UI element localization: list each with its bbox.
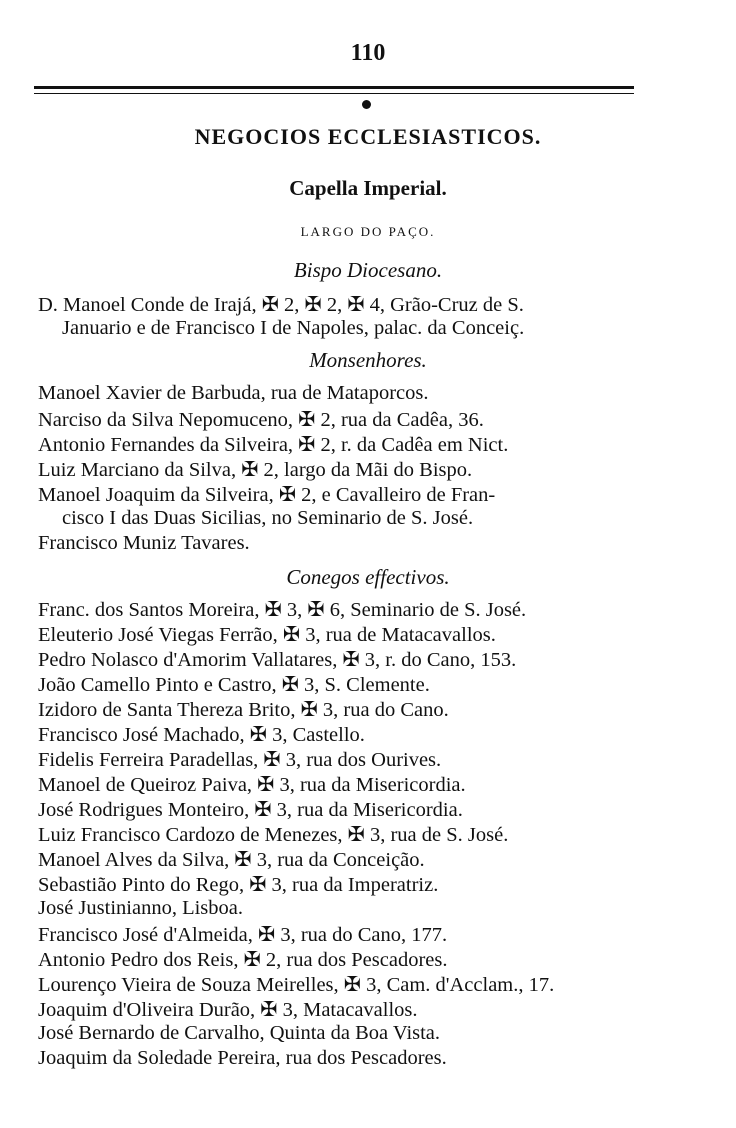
ornament-dot	[362, 100, 371, 109]
monsenhor-line: Antonio Fernandes da Silveira, ✠ 2, r. da Cadêa em Nict.	[38, 434, 509, 456]
conego-line: Francisco José Machado, ✠ 3, Castello.	[38, 724, 365, 746]
conego-line: Manoel de Queiroz Paiva, ✠ 3, rua da Misericordia.	[38, 774, 466, 796]
bishop-line: Januario e de Francisco I de Napoles, palac. da Conceiç.	[62, 317, 525, 339]
header-rule-thick	[34, 86, 634, 89]
conego-line: Joaquim d'Oliveira Durão, ✠ 3, Matacavallos.	[38, 999, 418, 1021]
section-title: NEGOCIOS ECCLESIASTICOS.	[194, 124, 542, 149]
header-rule-thin	[34, 93, 634, 94]
conego-line: José Bernardo de Carvalho, Quinta da Boa Vista.	[38, 1022, 441, 1044]
conego-line: Manoel Alves da Silva, ✠ 3, rua da Conceição.	[38, 849, 425, 871]
monsenhor-line: Francisco Muniz Tavares.	[38, 532, 250, 554]
subtitle: Capella Imperial.	[289, 176, 447, 200]
conego-line: José Justinianno, Lisboa.	[38, 897, 243, 919]
conego-line: Sebastião Pinto do Rego, ✠ 3, rua da Imperatriz.	[38, 874, 439, 896]
conego-line: Franc. dos Santos Moreira, ✠ 3, ✠ 6, Seminario de S. José.	[38, 599, 527, 621]
conego-line: José Rodrigues Monteiro, ✠ 3, rua da Misericordia.	[38, 799, 463, 821]
monsenhor-line: Manoel Joaquim da Silveira, ✠ 2, e Cavalleiro de Fran-	[38, 484, 496, 506]
conego-line: Lourenço Vieira de Souza Meirelles, ✠ 3, Cam. d'Acclam., 17.	[38, 974, 555, 996]
conego-line: Fidelis Ferreira Paradellas, ✠ 3, rua dos Ourives.	[38, 749, 442, 771]
bishop-heading: Bispo Diocesano.	[293, 258, 443, 282]
monsenhor-line: Narciso da Silva Nepomuceno, ✠ 2, rua da Cadêa, 36.	[38, 409, 484, 431]
conego-line: João Camello Pinto e Castro, ✠ 3, S. Clemente.	[38, 674, 430, 696]
monsenhores-heading: Monsenhores.	[309, 348, 427, 372]
page-number: 110	[350, 40, 386, 66]
location: LARGO DO PAÇO.	[300, 224, 436, 239]
conego-line: Antonio Pedro dos Reis, ✠ 2, rua dos Pescadores.	[38, 949, 448, 971]
conegos-heading: Conegos effectivos.	[286, 565, 450, 589]
conego-line: Luiz Francisco Cardozo de Menezes, ✠ 3, rua de S. José.	[38, 824, 509, 846]
conego-line: Joaquim da Soledade Pereira, rua dos Pescadores.	[38, 1047, 447, 1069]
conego-line: Eleuterio José Viegas Ferrão, ✠ 3, rua de Matacavallos.	[38, 624, 496, 646]
conego-line: Izidoro de Santa Thereza Brito, ✠ 3, rua do Cano.	[38, 699, 449, 721]
monsenhor-line: Manoel Xavier de Barbuda, rua de Mataporcos.	[38, 382, 429, 404]
conego-line: Francisco José d'Almeida, ✠ 3, rua do Cano, 177.	[38, 924, 448, 946]
monsenhor-line: Luiz Marciano da Silva, ✠ 2, largo da Mãi do Bispo.	[38, 459, 473, 481]
conego-line: Pedro Nolasco d'Amorim Vallatares, ✠ 3, r. do Cano, 153.	[38, 649, 517, 671]
bishop-line: D. Manoel Conde de Irajá, ✠ 2, ✠ 2, ✠ 4, Grão-Cruz de S.	[38, 294, 524, 316]
monsenhor-line: cisco I das Duas Sicilias, no Seminario de S. José.	[62, 507, 474, 529]
